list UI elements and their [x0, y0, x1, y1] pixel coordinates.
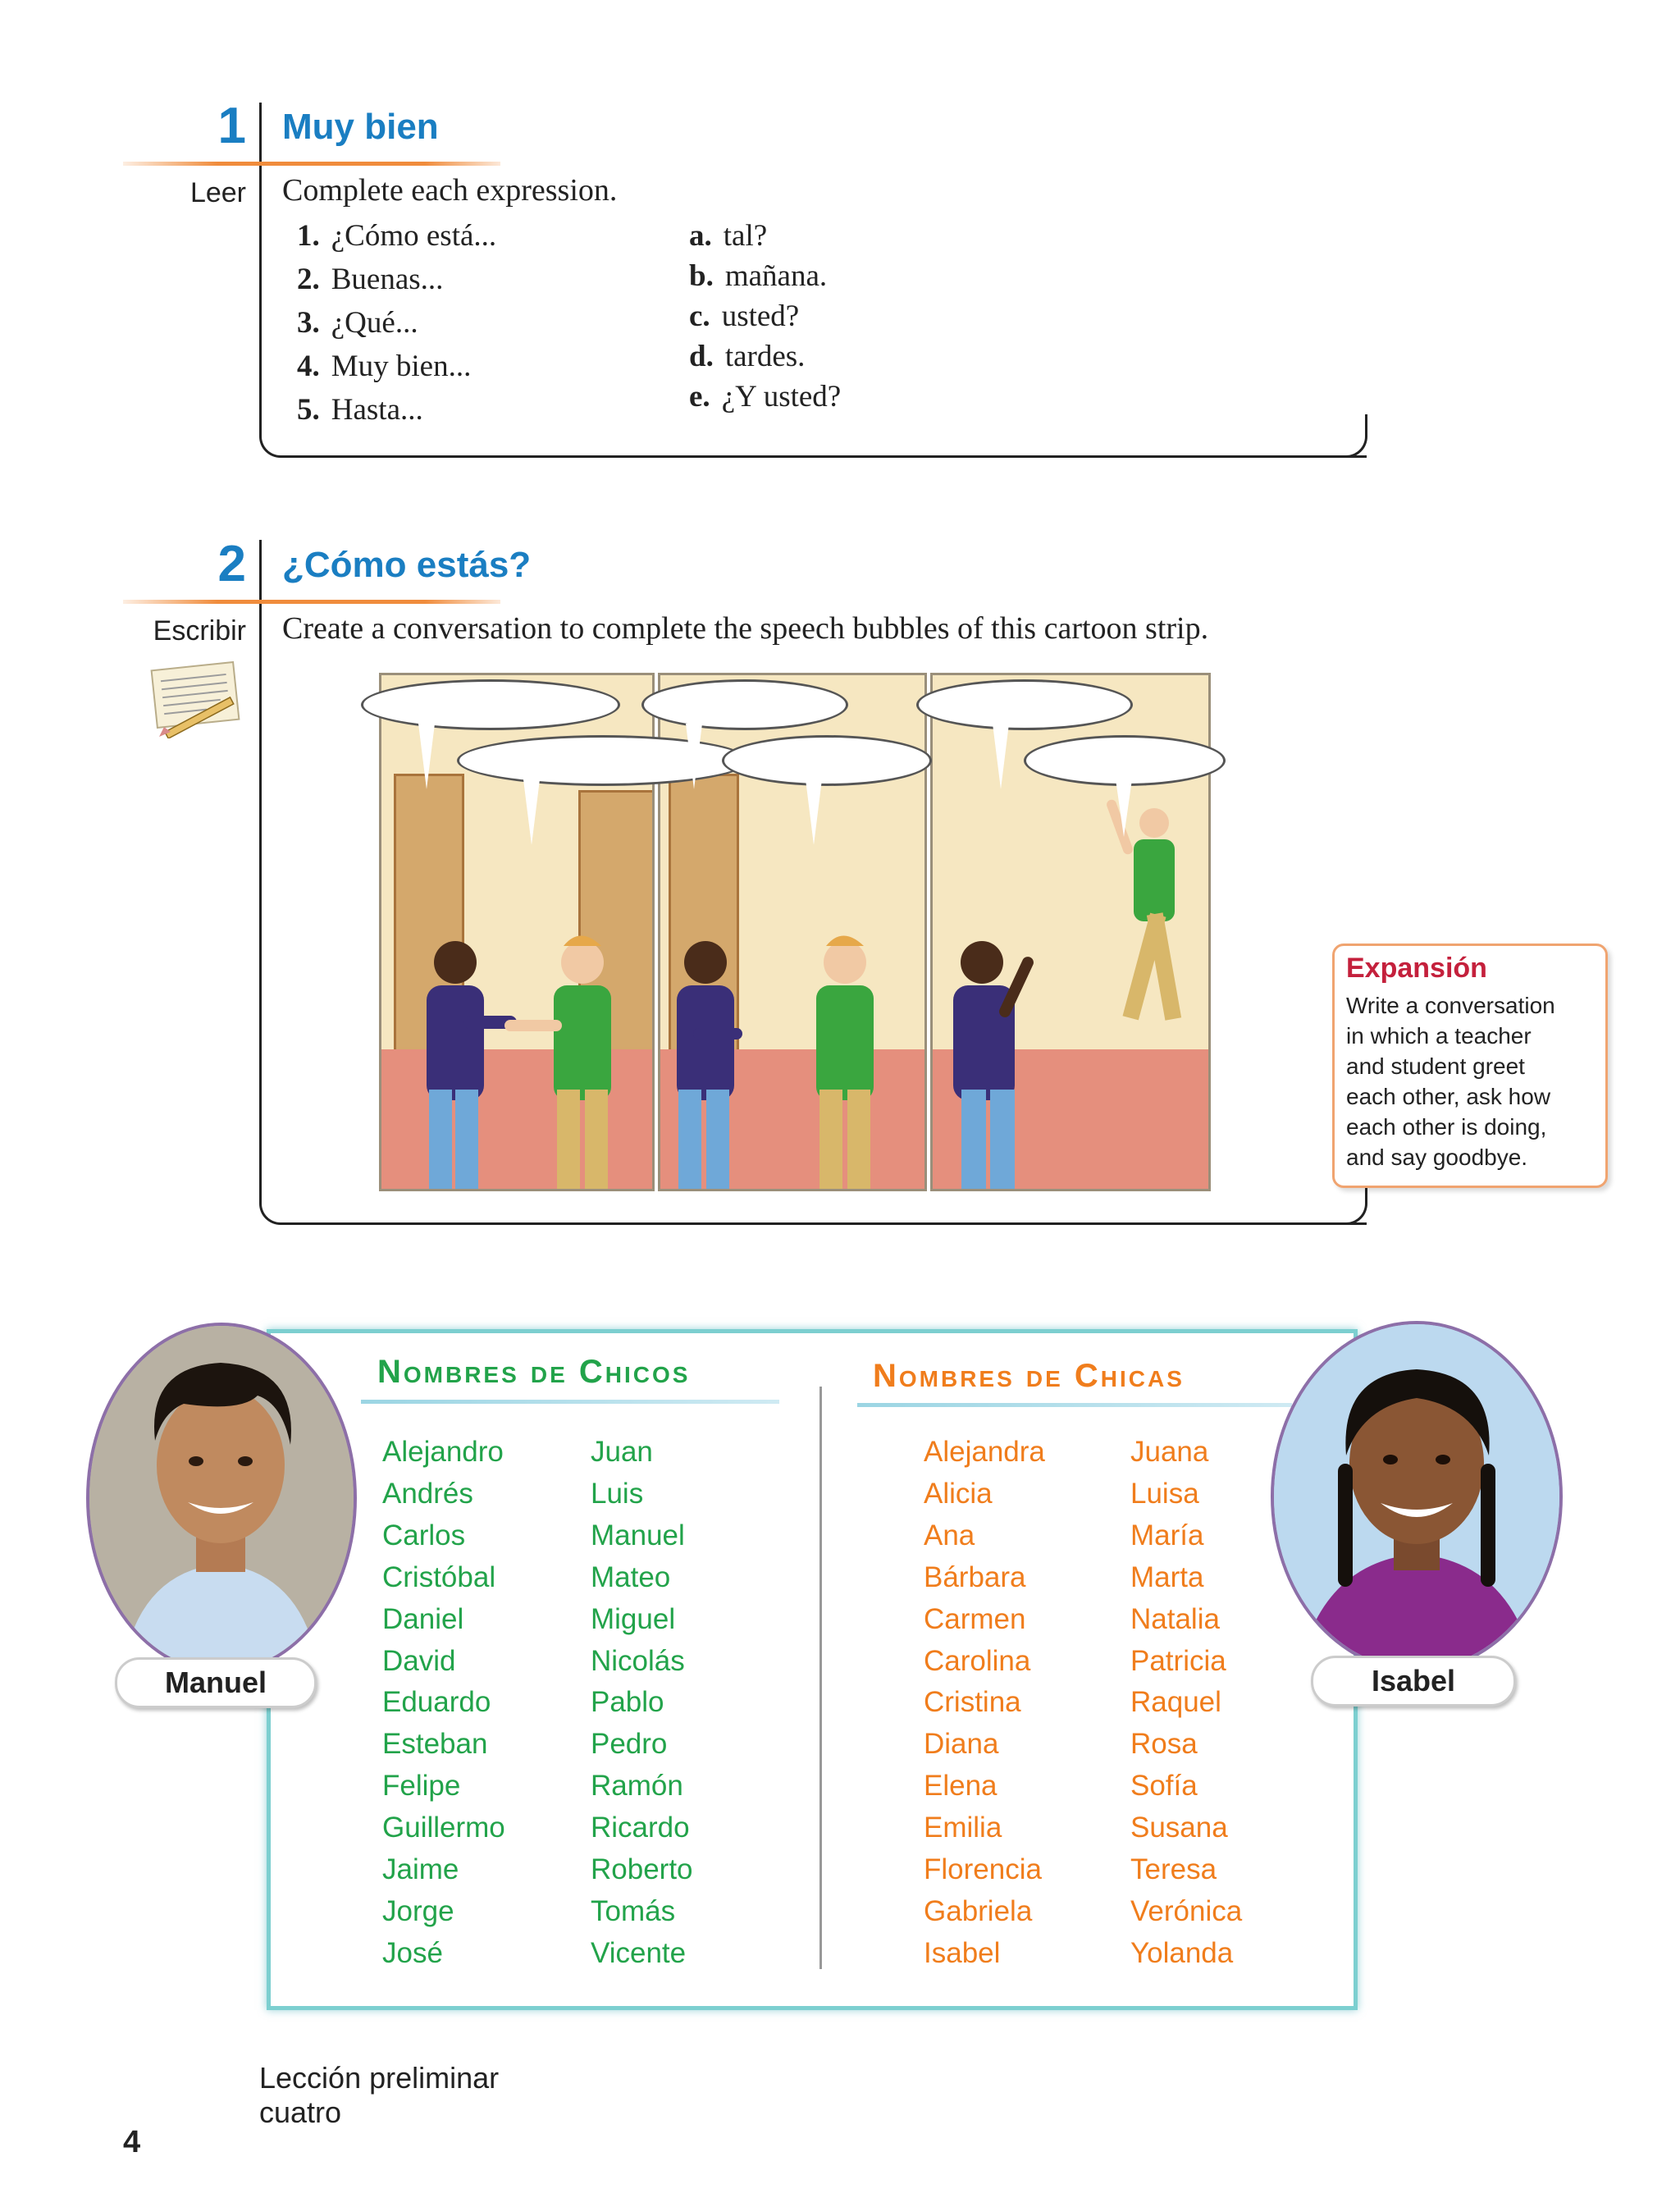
activity-instruction: Complete each expression. — [282, 173, 618, 208]
bubble-tail — [686, 724, 702, 789]
name-item: Susana — [1130, 1812, 1228, 1844]
bubble-tail — [418, 724, 435, 789]
name-item: Cristina — [924, 1686, 1021, 1719]
name-item: Andrés — [382, 1477, 473, 1510]
name-item: Gabriela — [924, 1894, 1033, 1927]
bubble-tail — [1116, 779, 1132, 837]
list-item: e. ¿Y usted? — [689, 380, 842, 414]
boys-heading: Nombres de Chicos — [377, 1354, 691, 1390]
name-item: Florencia — [924, 1853, 1042, 1885]
name-item: Roberto — [591, 1853, 693, 1885]
manuel-caption: Manuel — [115, 1657, 317, 1708]
list-item: b. mañana. — [689, 259, 828, 293]
name-item: Esteban — [382, 1728, 488, 1761]
name-item: Mateo — [591, 1560, 671, 1593]
name-item: Ramón — [591, 1770, 683, 1803]
name-item: Marta — [1130, 1560, 1204, 1593]
name-item: Jaime — [382, 1853, 459, 1885]
name-item: Daniel — [382, 1602, 464, 1635]
list-item: d. tardes. — [689, 340, 806, 373]
name-item: Alejandro — [382, 1436, 504, 1468]
name-item: Teresa — [1130, 1853, 1217, 1885]
cartoon-strip — [379, 673, 1212, 1191]
name-item: Guillermo — [382, 1812, 505, 1844]
expansion-text: Write a conversation in which a teacher and student greet each other, ask how each other is doing, and say goodbye. — [1346, 993, 1555, 1170]
name-item: David — [382, 1644, 456, 1677]
name-item: Vicente — [591, 1936, 687, 1969]
name-item: Diana — [924, 1728, 999, 1761]
activity-instruction: Create a conversation to complete the speech bubbles of this cartoon strip. — [282, 611, 1209, 646]
name-item: José — [382, 1936, 443, 1969]
name-item: Pedro — [591, 1728, 668, 1761]
name-item: Tomás — [591, 1894, 676, 1927]
name-item: María — [1130, 1519, 1204, 1551]
name-item: Nicolás — [591, 1644, 685, 1677]
name-item: Bárbara — [924, 1560, 1026, 1593]
name-item: Natalia — [1130, 1602, 1220, 1635]
isabel-caption: Isabel — [1311, 1656, 1516, 1707]
activity-title: Muy bien — [282, 107, 439, 147]
list-item: 1. ¿Cómo está... — [297, 219, 497, 253]
page-number-word: cuatro — [259, 2095, 342, 2129]
name-item: Manuel — [591, 1519, 685, 1551]
list-item: 3. ¿Qué... — [297, 306, 418, 340]
activity-title: ¿Cómo estás? — [282, 545, 532, 585]
title-underline — [123, 162, 500, 166]
name-item: Alejandra — [924, 1436, 1045, 1468]
speech-bubble — [641, 679, 848, 730]
heading-underline — [857, 1403, 1292, 1407]
divider-line — [259, 540, 262, 622]
list-item: 4. Muy bien... — [297, 350, 472, 383]
name-item: Cristóbal — [382, 1560, 496, 1593]
bubble-tail — [806, 779, 822, 845]
speech-bubble — [916, 679, 1133, 730]
list-item: c. usted? — [689, 299, 800, 333]
list-item: 5. Hasta... — [297, 393, 423, 427]
heading-underline — [361, 1400, 779, 1404]
name-item: Emilia — [924, 1812, 1002, 1844]
expansion-box — [1332, 944, 1608, 1188]
speech-bubble — [722, 735, 932, 786]
name-item: Sofía — [1130, 1770, 1198, 1803]
activity-number: 1 — [217, 98, 246, 154]
name-item: Felipe — [382, 1770, 461, 1803]
activity-label: Leer — [189, 177, 246, 208]
page-number: 4 — [123, 2125, 141, 2159]
name-item: Verónica — [1130, 1894, 1243, 1927]
divider-line — [259, 103, 262, 185]
list-item: a. tal? — [689, 219, 768, 253]
name-item: Juana — [1130, 1436, 1209, 1468]
isabel-photo — [1271, 1321, 1563, 1672]
speech-bubble — [457, 735, 749, 786]
name-item: Juan — [591, 1436, 653, 1468]
name-item: Miguel — [591, 1602, 676, 1635]
expression-list — [297, 218, 496, 436]
lesson-title: Lección preliminar — [259, 2061, 500, 2095]
manuel-photo — [86, 1323, 357, 1674]
notepad-pencil-icon — [148, 656, 246, 738]
title-underline — [123, 600, 500, 604]
name-item: Carlos — [382, 1519, 466, 1551]
name-item: Isabel — [924, 1936, 1001, 1969]
list-item: 2. Buenas... — [297, 263, 444, 296]
completion-list — [689, 218, 841, 419]
speech-bubble — [1024, 735, 1226, 786]
speech-bubble — [361, 679, 620, 730]
name-item: Pablo — [591, 1686, 664, 1719]
names-divider — [819, 1387, 822, 1969]
activity-label: Escribir — [153, 615, 246, 647]
name-item: Ricardo — [591, 1812, 690, 1844]
name-item: Eduardo — [382, 1686, 491, 1719]
name-item: Raquel — [1130, 1686, 1221, 1719]
name-item: Alicia — [924, 1477, 993, 1510]
girls-heading: Nombres de Chicas — [873, 1358, 1185, 1394]
name-item: Carolina — [924, 1644, 1031, 1677]
name-item: Rosa — [1130, 1728, 1198, 1761]
bubble-tail — [523, 779, 540, 845]
expansion-title: Expansión — [1346, 953, 1487, 984]
name-item: Carmen — [924, 1602, 1026, 1635]
name-item: Yolanda — [1130, 1936, 1234, 1969]
name-item: Elena — [924, 1770, 998, 1803]
name-item: Jorge — [382, 1894, 454, 1927]
name-item: Patricia — [1130, 1644, 1226, 1677]
activity-number: 2 — [217, 536, 246, 592]
name-item: Luis — [591, 1477, 644, 1510]
name-item: Luisa — [1130, 1477, 1199, 1510]
bubble-tail — [993, 724, 1009, 789]
name-item: Ana — [924, 1519, 975, 1551]
